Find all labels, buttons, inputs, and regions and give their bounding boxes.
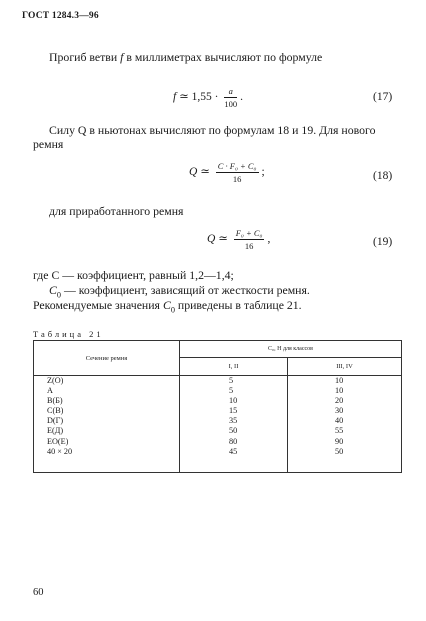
paragraph-force-line1: Силу Q в ньютонах вычисляют по формулам 18 и 19. Для нового [49, 123, 376, 137]
document-header: ГОСТ 1284.3—96 [22, 11, 99, 21]
column-class-1-2 [180, 376, 288, 473]
table-cell: 80 [229, 436, 238, 446]
table-cell: 5 [229, 376, 234, 385]
fraction: $\frac{\text{F₀ + C₀}}{16}$ [235, 228, 263, 251]
header-c0-by-class: C₀, Н для классов [180, 341, 402, 358]
table-cell: 5 [229, 386, 234, 396]
formula-19: Q ≃ $\frac{\text{F₀ + C₀}}{16}$ , [207, 228, 271, 251]
paragraph-worn-belt: для приработанного ремня [49, 204, 184, 218]
table-cell: 10 [335, 386, 344, 396]
paragraph-deflection: Прогиб ветви f в миллиметрах вычисляют по формуле [49, 50, 323, 64]
page-number: 60 [33, 587, 44, 598]
table-cell: C(B) [47, 406, 64, 416]
formula-18: Q ≃ $\frac{\text{C · F₀ + C₀}}{16}$ ; [189, 161, 265, 184]
paragraph-force-line2: ремня [33, 137, 64, 151]
table-cell: B(Б) [47, 396, 63, 406]
column-class-3-4 [288, 376, 402, 473]
paragraph-recommended: Рекомендуемые значения $C_0$ приведены в таблице 21. [33, 298, 302, 315]
equation-number-17: (17) [373, 91, 393, 103]
table-cell: Z(O) [47, 376, 64, 385]
table-cell: 50 [229, 426, 238, 436]
equation-number-19: (19) [373, 236, 393, 248]
table-cell: D(Г) [47, 416, 64, 426]
table-cell: 45 [229, 446, 238, 456]
table-cell: 15 [229, 406, 238, 416]
table-cell: 10 [229, 396, 238, 406]
table-cell: EO(E) [47, 436, 69, 446]
table-cell: 30 [335, 406, 344, 416]
header-class-3-4: III, IV [288, 358, 402, 376]
equation-number-18: (18) [373, 170, 393, 182]
table-cell: 20 [335, 396, 344, 406]
table-cell: 40 [335, 416, 344, 426]
table-cell: E(Д) [47, 426, 64, 436]
table-cell: 50 [335, 446, 344, 456]
table-21 [33, 340, 402, 473]
fraction: $\frac{a}{100}$ [224, 86, 238, 109]
table-cell: 90 [335, 436, 344, 446]
table-cell: 40 × 20 [47, 446, 73, 456]
table-cell: 10 [335, 376, 344, 385]
where-line-c: где C — коэффициент, равный 1,2—1,4; [33, 268, 234, 282]
table-cell: 35 [229, 416, 238, 426]
formula-17: f ≃ 1,55 · $\frac{a}{100}$ . [173, 86, 243, 109]
table-cell: 55 [335, 426, 344, 436]
header-section: Сечение ремня [34, 341, 180, 376]
column-sections [34, 376, 180, 473]
header-class-1-2: I, II [180, 358, 288, 376]
fraction: $\frac{\text{C · F₀ + C₀}}{16}$ [217, 161, 257, 184]
table-caption: Таблица 21 [33, 329, 104, 339]
where-line-c0: $C_0$ — коэффициент, зависящий от жесткости ремня. [49, 283, 310, 300]
table-cell: A [47, 386, 53, 396]
